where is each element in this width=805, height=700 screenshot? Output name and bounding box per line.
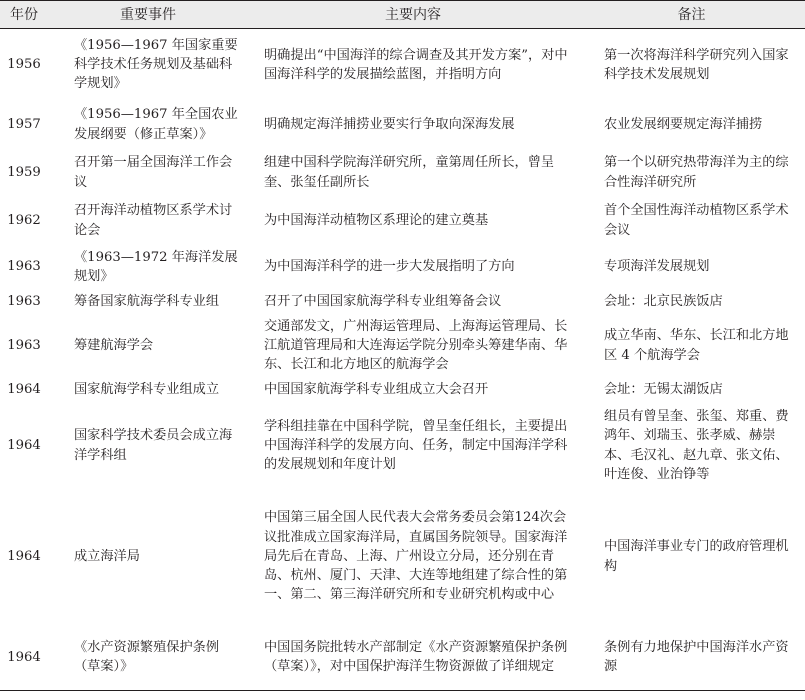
cell-note: 中国海洋事业专门的政府管理机构 — [604, 539, 789, 574]
cell-note: 首个全国性海洋动植物区系学术会议 — [604, 203, 789, 238]
header-content: 主要内容 — [248, 1, 578, 29]
header-event: 重要事件 — [48, 1, 248, 29]
header-year: 年份 — [0, 1, 48, 29]
cell-content: 明确规定海洋捕捞业要实行争取向深海发展 — [264, 116, 515, 132]
cell-note: 农业发展纲要规定海洋捕捞 — [604, 116, 763, 132]
cell-event: 《1956—1967 年全国农业发展纲要（修正草案）》 — [74, 107, 238, 142]
cell-note: 第一次将海洋科学研究列入国家科学技术发展规划 — [604, 47, 789, 82]
cell-year: 1964 — [7, 437, 41, 453]
cell-event: 《1956—1967 年国家重要科学技术任务规划及基础科学规划》 — [74, 37, 238, 92]
cell-event: 《水产资源繁殖保护条例（草案）》 — [48, 625, 248, 691]
cell-year: 1956 — [7, 57, 41, 73]
cell-event: 召开海洋动植物区系学术讨论会 — [74, 203, 233, 238]
table-row — [0, 315, 805, 377]
cell-year: 1964 — [7, 381, 41, 397]
cell-event: 成立海洋局 — [74, 548, 140, 564]
table-row — [0, 245, 805, 290]
cell-note: 第一个以研究热带海洋为主的综合性海洋研究所 — [604, 155, 789, 190]
table-header — [0, 1, 805, 29]
table-row — [0, 625, 805, 691]
table-row — [0, 29, 805, 101]
cell-note: 会址：无锡太湖饭店 — [604, 381, 723, 397]
table-row — [0, 489, 805, 625]
header-row — [0, 1, 805, 29]
table-row — [0, 101, 805, 149]
cell-content: 交通部发文，广州海运管理局、上海海运管理局、长江航道管理局和大连海运学院分别牵头筹建华南、华东、长江和北方地区的航海学会 — [264, 318, 568, 373]
table-row — [0, 403, 805, 489]
cell-content: 组建中国科学院海洋研究所，童第周任所长，曾呈奎、张玺任副所长 — [264, 155, 555, 190]
table-row — [0, 197, 805, 245]
cell-year: 1963 — [7, 294, 41, 310]
cell-year: 1964 — [0, 625, 48, 691]
cell-year: 1963 — [7, 259, 41, 275]
table-body — [0, 29, 805, 691]
table-row — [0, 377, 805, 403]
table-row — [0, 290, 805, 315]
cell-content: 为中国海洋科学的进一步大发展指明了方向 — [264, 259, 515, 275]
cell-event: 召开第一届全国海洋工作会议 — [74, 155, 233, 190]
cell-content: 中国第三届全国人民代表大会常务委员会第124次会议批准成立国家海洋局，直属国务院领导。国家海洋局先后在青岛、上海、广州设立分局，还分别在青岛、杭州、厦门、天津、大连等地组建了综合性的第一、第二、第三海洋研究所和专业研究机构或中心 — [264, 510, 568, 603]
cell-event: 国家航海学科专业组成立 — [74, 381, 220, 397]
cell-content: 为中国海洋动植物区系理论的建立奠基 — [264, 212, 489, 228]
cell-year: 1964 — [7, 548, 41, 564]
cell-note: 成立华南、华东、长江和北方地区 4 个航海学会 — [604, 328, 789, 363]
cell-event: 筹建航海学会 — [74, 337, 154, 353]
cell-content: 学科组挂靠在中国科学院，曾呈奎任组长，主要提出中国海洋科学的发展方向、任务，制定中国海洋学科的发展规划和年度计划 — [264, 418, 568, 473]
table-row — [0, 149, 805, 197]
cell-event: 筹备国家航海学科专业组 — [74, 294, 220, 310]
cell-note: 专项海洋发展规划 — [604, 259, 710, 275]
cell-content: 中国国务院批转水产部制定《水产资源繁殖保护条例（草案）》，对中国保护海洋生物资源做了详细规定 — [248, 625, 578, 691]
cell-year: 1963 — [7, 337, 41, 353]
cell-note: 会址：北京民族饭店 — [604, 294, 723, 310]
cell-year: 1962 — [7, 212, 41, 228]
cell-year: 1957 — [7, 116, 41, 132]
cell-note: 组员有曾呈奎、张玺、郑重、费鸿年、刘瑞玉、张孝威、赫崇本、毛汉礼、赵九章、张文佑、叶连俊、业治铮等 — [604, 409, 789, 482]
cell-content: 明确提出“中国海洋的综合调查及其开发方案”，对中国海洋科学的发展描绘蓝图，并指明方向 — [264, 47, 568, 82]
header-note: 备注 — [578, 1, 805, 29]
cell-event: 《1963—1972 年海洋发展规划》 — [74, 249, 238, 284]
cell-note: 条例有力地保护中国海洋水产资源 — [578, 625, 805, 691]
cell-content: 召开了中国国家航海学科专业组筹备会议 — [264, 294, 502, 310]
cell-content: 中国国家航海学科专业组成立大会召开 — [264, 381, 489, 397]
cell-year: 1959 — [7, 164, 41, 180]
cell-event: 国家科学技术委员会成立海洋学科组 — [74, 428, 233, 463]
